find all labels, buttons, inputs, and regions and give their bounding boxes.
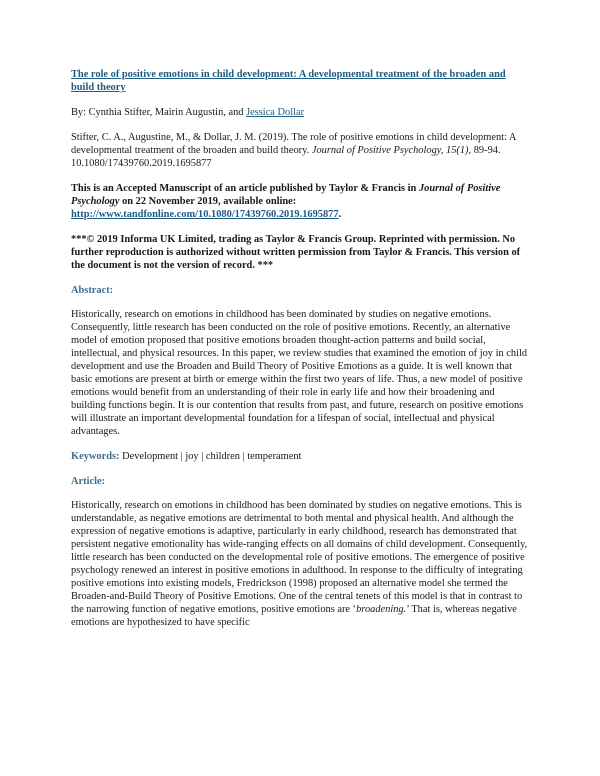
article-title-link[interactable]: The role of positive emotions in child development: A developmental treatment of the broaden and build theory [71,69,506,93]
author-link-jessica-dollar[interactable]: Jessica Dollar [246,107,305,118]
byline-authors: By: Cynthia Stifter, Mairin Augustin, and [71,107,247,118]
article-text-end: ’ That is, whereas negative emotions are hypothesized to have specific [71,604,517,628]
manuscript-note-end: . [338,209,342,220]
manuscript-note [71,182,531,221]
citation-text: Stifter, C. A., Augustine, M., & Dollar, J. M. (2019). The role of positive emotions in child development: A developmental treatment of the broaden and build theory. [71,132,516,156]
byline [71,106,531,119]
citation [71,131,531,170]
copyright-notice: ***© 2019 Informa UK Limited, trading as Taylor & Francis Group. Reprinted with permission. No further reproduction is authorized without written permission from Taylor & Francis. This version of the document is not the version of record. *** [71,234,521,271]
keywords-label: Keywords: [71,451,120,462]
document-body [71,68,531,641]
article-heading: Article: [71,476,106,487]
keywords [71,450,531,463]
abstract-heading: Abstract: [71,285,114,296]
article-text-body: Historically, research on emotions in childhood has been dominated by studies on negative emotions. This is understandable, as negative emotions are detrimental to both mental and physical health. And although the expression of negative emotions is adaptive, particularly in early childhood, research has demonstrated that persistent negative emotionality has wide-ranging effects on all domains of child development. Consequently, little research has been conducted on the developmental role of positive emotions. The emergence of positive psychology renewed an interest in positive emotions in adulthood. In response to the difficulty of integrating positive emotions into existing models, Fredrickson (1998) proposed an alternative model she termed the Broaden-and-Build Theory of Positive Emotions. One of the central tenets of this model is that in contrast to the narrowing function of negative emotions, positive emotions are ‘ [71,500,528,615]
abstract-text: Historically, research on emotions in childhood has been dominated by studies on negative emotions. Consequently, little research has been conducted on the role of positive emotions. Recently, an alternative model of emotion proposed that positive emotions broaden thought-action patterns and build social, intellectual, and physical resources. In this paper, we review studies that examined the emotion of joy in child development and use the Broaden and Build Theory of Positive Emotions as a guide. It is well known that basic emotions are present at birth or emerge within the first two years of life. Thus, a new model of positive emotions would benefit from an understanding of their role in early life and how their broadening and building functions begin. It is our contention that results from past, and future, research on positive emotions will illustrate an important developmental foundation for a lifespan of social, intellectual and physical advantages. [71,309,528,437]
citation-rest: 89-94. 10.1080/17439760.2019.1695877 [71,145,501,169]
keywords-list: Development | joy | children | temperament [119,451,302,462]
manuscript-note-text2: on 22 November 2019, available online: [119,196,297,207]
manuscript-note-journal: Journal of Positive Psychology [71,183,501,207]
article-text-italic: broadening. [356,604,407,615]
doi-link[interactable]: http://www.tandfonline.com/10.1080/17439760.2019.1695877 [71,209,339,220]
manuscript-note-text: This is an Accepted Manuscript of an article published by Taylor & Francis in [71,183,419,194]
article-text [71,499,531,629]
citation-journal: Journal of Positive Psychology, 15(1), [311,145,472,156]
